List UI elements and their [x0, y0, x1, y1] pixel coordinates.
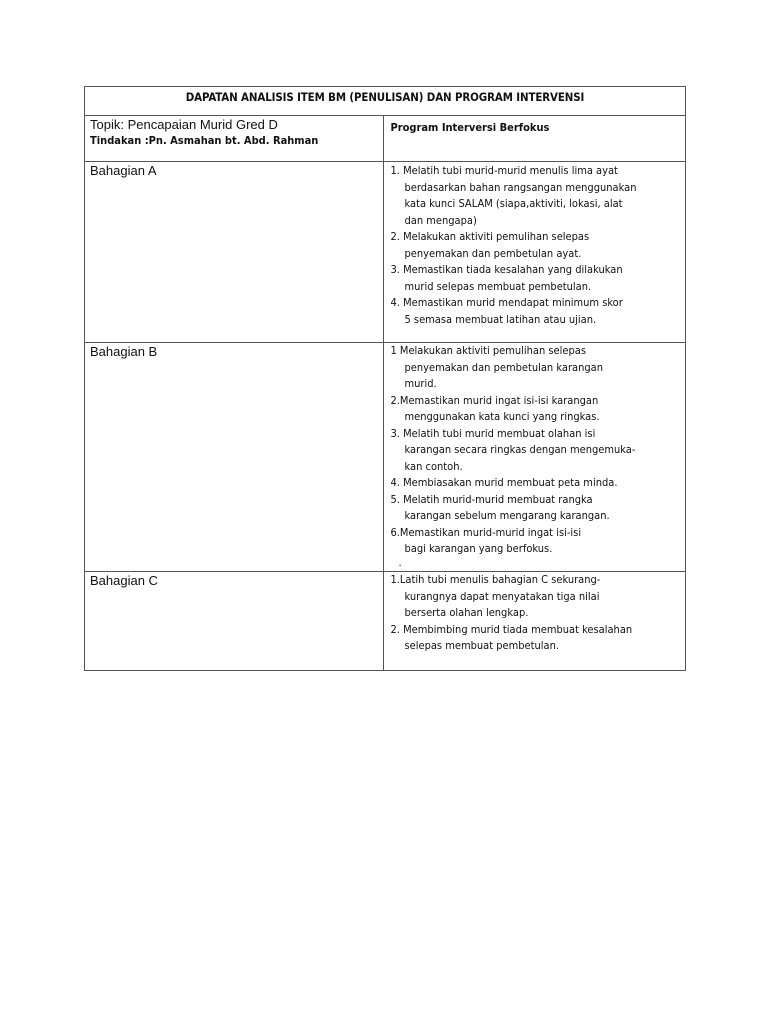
- tindakan-text: Tindakan :Pn. Asmahan bt. Abd. Rahman: [90, 134, 319, 147]
- list-item-first-line: 3. Melatih tubi murid membuat olahan isi: [390, 426, 596, 440]
- list-item-first-line: 1 Melakukan aktiviti pemulihan selepas: [390, 344, 586, 357]
- item-list-b: [384, 343, 685, 558]
- section-label-c: Bahagian C: [90, 573, 158, 588]
- section-row-a: [85, 162, 686, 343]
- title-row: [85, 87, 686, 116]
- list-item-first-line: 2. Membimbing murid tiada membuat kesalahan: [390, 622, 633, 636]
- list-item-continuation-line: bagi karangan yang berfokus.: [404, 542, 553, 555]
- list-item-continuation-line: murid selepas membuat pembetulan.: [404, 279, 592, 293]
- list-item-continuation-line: 5 semasa membuat latihan atau ujian.: [404, 312, 597, 326]
- list-item: [390, 492, 681, 525]
- program-heading-cell: [384, 116, 686, 162]
- list-item-first-line: 6.Memastikan murid-murid ingat isi-isi: [390, 525, 582, 539]
- title-cell: [85, 87, 686, 116]
- section-items-cell: [384, 343, 686, 572]
- section-label-a: Bahagian A: [90, 163, 157, 178]
- section-label-cell: [85, 572, 384, 671]
- list-item-first-line: 1.Latih tubi menulis bahagian C sekurang-: [390, 573, 601, 586]
- trailing-dot: .: [398, 555, 402, 569]
- list-item: [390, 426, 681, 476]
- list-item-continuation-line: berserta olahan lengkap.: [404, 606, 529, 619]
- list-item-continuation-line: kurangnya dapat menyatakan tiga nilai: [404, 589, 600, 603]
- list-item: [390, 622, 681, 655]
- list-item-continuation-line: menggunakan kata kunci yang ringkas.: [404, 410, 600, 423]
- list-item-continuation-line: murid.: [404, 377, 437, 390]
- header-row: [85, 116, 686, 162]
- list-item: [390, 393, 681, 426]
- topik-text: Topik: Pencapaian Murid Gred D: [90, 117, 278, 132]
- list-item-continuation-line: penyemakan dan pembetulan karangan: [404, 360, 603, 374]
- list-item-continuation-line: karangan sebelum mengarang karangan.: [404, 509, 610, 522]
- list-item-continuation-line: penyemakan dan pembetulan ayat.: [404, 246, 582, 260]
- list-item-continuation-line: kan contoh.: [404, 459, 463, 473]
- topik-cell: [85, 116, 384, 162]
- section-label-b: Bahagian B: [90, 344, 158, 359]
- list-item: [390, 229, 681, 262]
- item-list-c: [384, 572, 685, 655]
- section-row-c: [85, 572, 686, 671]
- section-items-cell: [384, 572, 686, 671]
- item-list-a: [384, 162, 685, 328]
- list-item-first-line: 5. Melatih murid-murid membuat rangka: [390, 492, 593, 506]
- list-item: [390, 295, 681, 328]
- list-item-continuation-line: selepas membuat pembetulan.: [404, 639, 560, 652]
- list-item: [390, 262, 681, 295]
- list-item-first-line: 3. Memastikan tiada kesalahan yang dilakukan: [390, 263, 623, 276]
- section-row-b: [85, 343, 686, 572]
- list-item: [390, 572, 681, 622]
- section-label-cell: [85, 162, 384, 343]
- list-item: [390, 525, 681, 558]
- list-item-continuation-line: karangan secara ringkas dengan mengemuka-: [404, 443, 636, 456]
- list-item-first-line: 4. Membiasakan murid membuat peta minda.: [390, 476, 618, 489]
- list-item-first-line: 4. Memastikan murid mendapat minimum skor: [390, 296, 623, 309]
- list-item-first-line: 2. Melakukan aktiviti pemulihan selepas: [390, 230, 590, 243]
- list-item-first-line: 2.Memastikan murid ingat isi-isi karangan: [390, 393, 599, 407]
- list-item: [390, 475, 681, 492]
- list-item-continuation-line: kata kunci SALAM (siapa,aktiviti, lokasi, alat: [404, 197, 623, 210]
- program-heading: Program Interversi Berfokus: [390, 121, 550, 134]
- analysis-table: [84, 86, 686, 671]
- section-items-cell: [384, 162, 686, 343]
- list-item-first-line: 1. Melatih tubi murid-murid menulis lima ayat: [390, 164, 618, 177]
- list-item-continuation-line: berdasarkan bahan rangsangan menggunakan: [404, 180, 637, 194]
- table-title: DAPATAN ANALISIS ITEM BM (PENULISAN) DAN PROGRAM INTERVENSI: [185, 90, 585, 104]
- list-item: [390, 163, 681, 229]
- section-label-cell: [85, 343, 384, 572]
- list-item-continuation-line: dan mengapa): [404, 213, 477, 227]
- list-item: [390, 343, 681, 393]
